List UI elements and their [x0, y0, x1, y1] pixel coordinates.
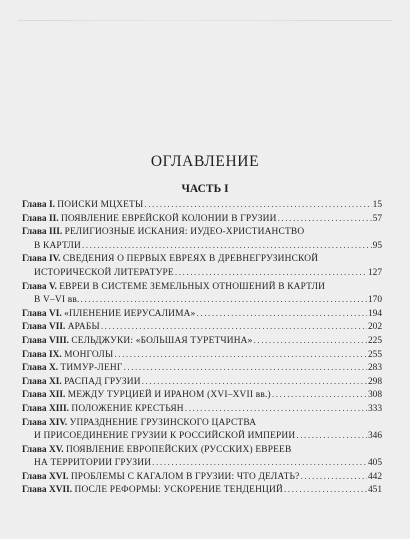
chapter-label: Глава IV.	[22, 254, 61, 265]
leader-dots	[254, 335, 367, 349]
chapter-title: ПОИСКИ МЦХЕТЫ	[57, 200, 144, 210]
chapter-label: Глава XVI.	[22, 471, 69, 482]
leader-dots	[175, 267, 367, 281]
chapter-title-continued: В КАРТЛИ	[34, 240, 81, 251]
toc-entry	[22, 444, 382, 471]
leader-dots	[142, 376, 367, 390]
page-number: 451	[367, 485, 382, 496]
leader-dots	[82, 240, 372, 254]
page-number: 346	[367, 431, 382, 442]
chapter-title: СЕЛЬДЖУКИ: «БОЛЬШАЯ ТУРЕТЧИНА»	[71, 335, 253, 346]
leader-dots	[101, 321, 367, 335]
leader-dots	[81, 294, 367, 308]
chapter-title-continued: НА ТЕРРИТОРИИ ГРУЗИИ	[34, 458, 152, 469]
toc-entry	[22, 308, 382, 322]
chapter-title: СВЕДЕНИЯ О ПЕРВЫХ ЕВРЕЯХ В ДРЕВНЕГРУЗИНСКОЙ	[62, 254, 319, 265]
toc-entry	[22, 253, 382, 280]
page-number: 308	[367, 390, 382, 401]
page-number: 255	[367, 349, 382, 360]
page-number: 15	[372, 200, 382, 210]
chapter-label: Глава X.	[22, 363, 59, 374]
chapter-label: Глава XIII.	[22, 403, 70, 414]
chapter-label: Глава VIII.	[22, 335, 70, 346]
chapter-title: УПРАЗДНЕНИЕ ГРУЗИНСКОГО ЦАРСТВА	[69, 417, 257, 428]
page-top-rule	[18, 20, 392, 21]
toc-entry	[22, 281, 382, 308]
page-number: 202	[367, 322, 382, 333]
chapter-title: МОНГОЛЫ	[64, 349, 114, 360]
chapter-title: ПОСЛЕ РЕФОРМЫ: УСКОРЕНИЕ ТЕНДЕНЦИЙ	[74, 485, 283, 496]
chapter-title: ТИМУР-ЛЕНГ	[60, 363, 123, 374]
toc-entry	[22, 349, 382, 363]
chapter-label: Глава I.	[22, 200, 55, 210]
leader-dots	[197, 308, 367, 322]
toc-title: ОГЛАВЛЕНИЕ	[150, 153, 260, 170]
chapter-title: ПОЯВЛЕНИЕ ЕВРОПЕЙСКИХ (РУССКИХ) ЕВРЕЕВ	[65, 444, 292, 455]
chapter-label: Глава VII.	[22, 322, 66, 333]
chapter-title: МЕЖДУ ТУРЦИЕЙ И ИРАНОМ (XVI–XVII вв.)	[67, 390, 271, 401]
leader-dots	[278, 213, 372, 227]
chapter-title: ЕВРЕИ В СИСТЕМЕ ЗЕМЕЛЬНЫХ ОТНОШЕНИЙ В КАРТЛИ	[59, 281, 326, 292]
page-number: 127	[367, 267, 382, 278]
page-number: 225	[367, 335, 382, 346]
chapter-label: Глава XVII.	[22, 485, 73, 496]
leader-dots	[296, 430, 367, 444]
chapter-title: ПОЯВЛЕНИЕ ЕВРЕЙСКОЙ КОЛОНИИ В ГРУЗИИ	[60, 213, 277, 224]
chapter-title: «ПЛЕНЕНИЕ ИЕРУСАЛИМА»	[64, 308, 196, 319]
chapter-title: ПОЛОЖЕНИЕ КРЕСТЬЯН	[71, 403, 184, 414]
chapter-label: Глава XV.	[22, 444, 64, 455]
leader-dots	[124, 362, 367, 376]
leader-dots	[272, 389, 367, 403]
toc-entry	[22, 471, 382, 485]
page-number: 283	[367, 363, 382, 374]
chapter-label: Глава VI.	[22, 308, 62, 319]
chapter-label: Глава V.	[22, 281, 57, 292]
leader-dots	[144, 199, 371, 213]
leader-dots	[284, 484, 367, 498]
toc-entry	[22, 403, 382, 417]
chapter-title-continued: В V–VI вв.	[34, 295, 80, 306]
chapter-label: Глава XIV.	[22, 417, 68, 428]
chapter-label: Глава XI.	[22, 376, 62, 387]
toc-list	[22, 199, 382, 498]
page-number: 333	[367, 403, 382, 414]
page-number: 170	[367, 295, 382, 306]
chapter-label: Глава II.	[22, 213, 59, 224]
leader-dots	[300, 471, 366, 485]
page-number: 95	[372, 240, 382, 251]
chapter-label: Глава IX.	[22, 349, 62, 360]
page-number: 442	[367, 471, 382, 482]
chapter-title-continued: И ПРИСОЕДИНЕНИЕ ГРУЗИИ К РОССИЙСКОЙ ИМПЕРИИ	[34, 431, 296, 442]
toc-entry	[22, 376, 382, 390]
toc-entry	[22, 417, 382, 444]
chapter-title: АРАБЫ	[67, 322, 100, 333]
page-number: 194	[367, 308, 382, 319]
page-number: 57	[372, 213, 382, 224]
toc-entry	[22, 226, 382, 253]
leader-dots	[114, 349, 367, 363]
chapter-title: РЕЛИГИОЗНЫЕ ИСКАНИЯ: ИУДЕО-ХРИСТИАНСТВО	[64, 227, 305, 238]
chapter-label: Глава III.	[22, 227, 63, 238]
toc-entry	[22, 321, 382, 335]
toc-entry	[22, 389, 382, 403]
chapter-label: Глава XII.	[22, 390, 66, 401]
chapter-title: РАСПАД ГРУЗИИ	[64, 376, 141, 387]
toc-entry	[22, 213, 382, 227]
page-number: 298	[367, 376, 382, 387]
toc-entry	[22, 484, 382, 498]
leader-dots	[152, 457, 367, 471]
leader-dots	[185, 403, 367, 417]
toc-entry	[22, 335, 382, 349]
toc-entry	[22, 362, 382, 376]
chapter-title: ПРОБЛЕМЫ С КАГАЛОМ В ГРУЗИИ: ЧТО ДЕЛАТЬ?	[70, 471, 300, 482]
toc-entry	[22, 199, 382, 213]
part-title: ЧАСТЬ I	[181, 183, 229, 195]
chapter-title-continued: ИСТОРИЧЕСКОЙ ЛИТЕРАТУРЕ	[34, 267, 174, 278]
page-number: 405	[367, 458, 382, 469]
